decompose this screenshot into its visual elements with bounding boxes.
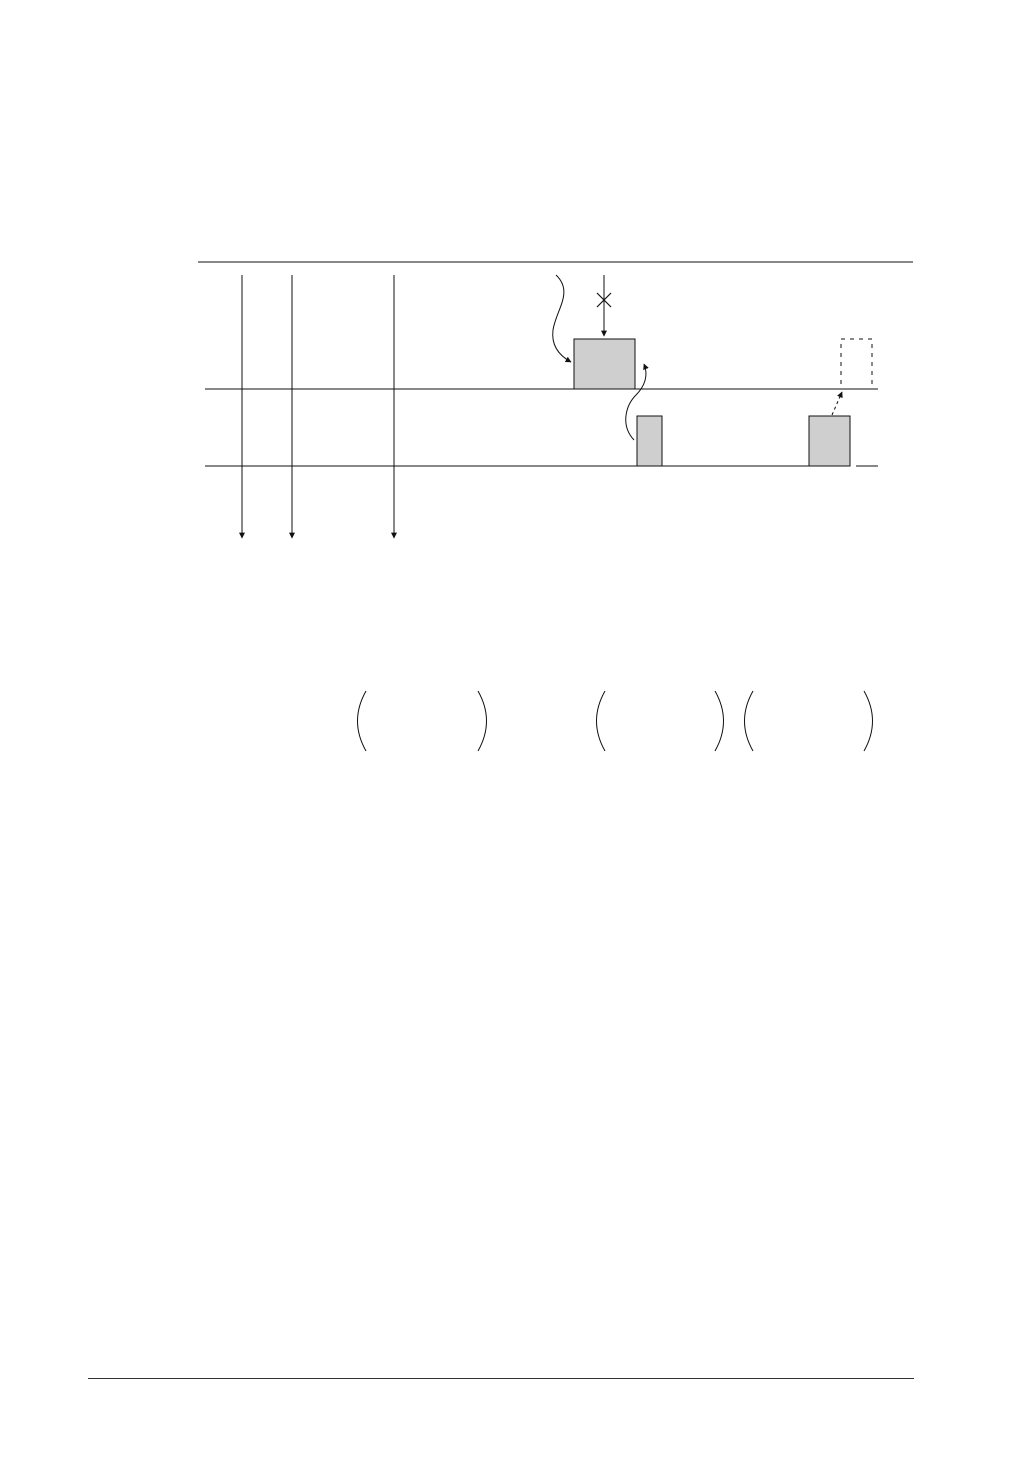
arrow-f159-deletes-code [832,392,842,415]
flag-deleted-pulse [841,339,872,389]
paren-right-1 [478,691,487,751]
f159-pulse-1 [637,416,662,466]
arrow-etx-sets-flag [553,275,571,362]
paren-left-3 [745,691,754,751]
paren-right-3 [864,691,873,751]
f159-pulse-2 [809,416,850,466]
flag-on-pulse [574,339,635,389]
paren-left-2 [597,691,606,751]
footer-rule [88,1378,914,1379]
paren-right-2 [715,691,724,751]
paren-left-1 [358,691,367,751]
